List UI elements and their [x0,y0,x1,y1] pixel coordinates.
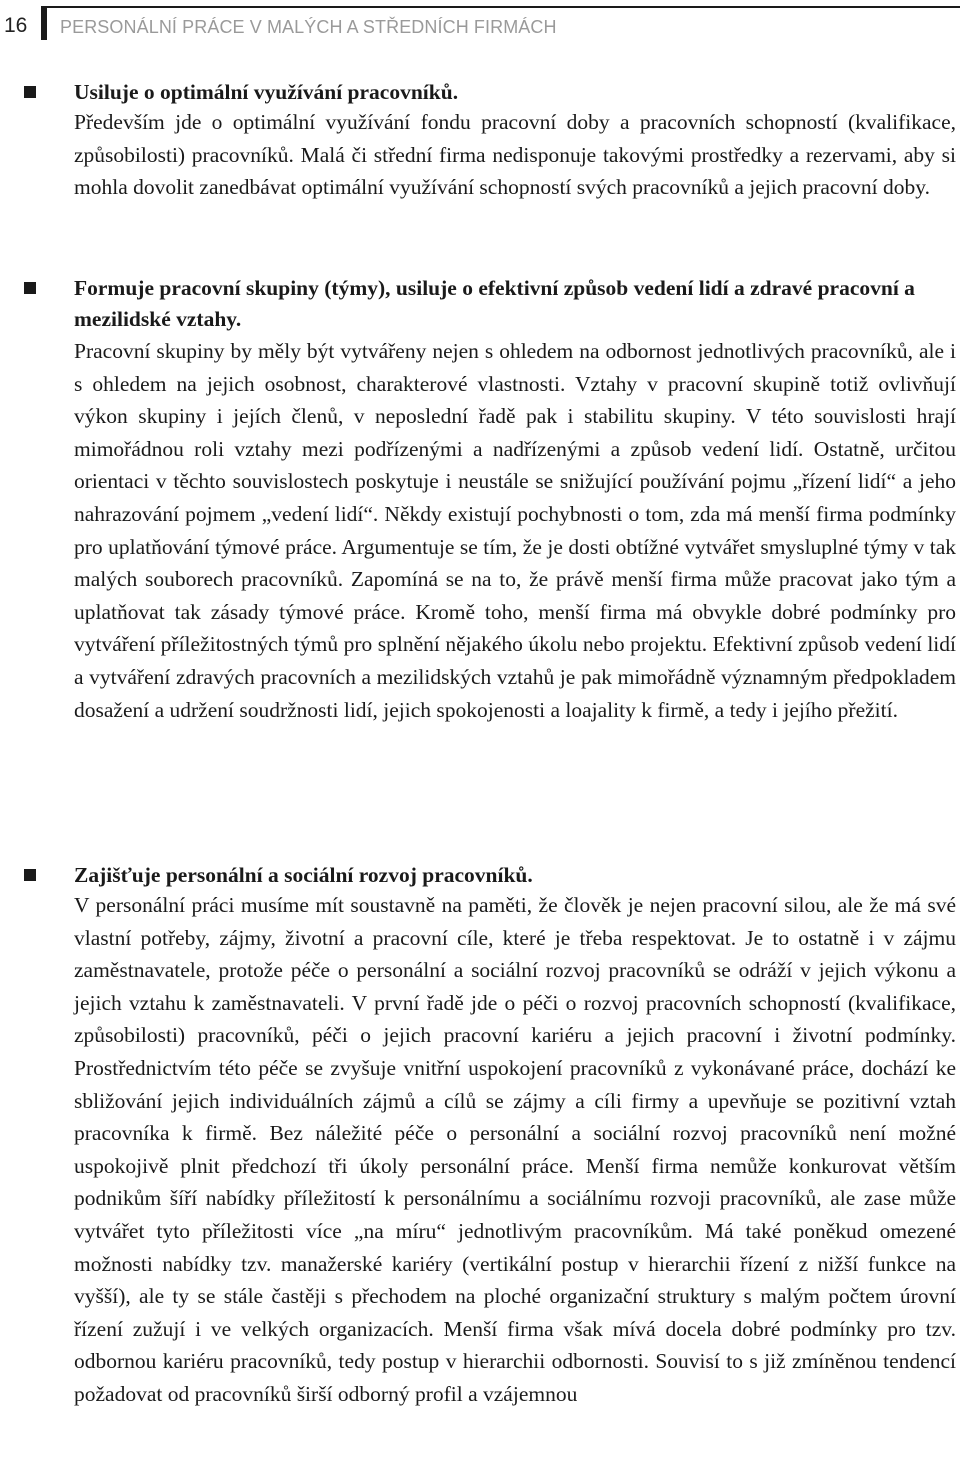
square-bullet-icon [24,869,36,881]
header-rule [47,6,960,8]
section-body: Především jde o optimální využívání fondu pracovní doby a pracovních schopností (kvalifikace, způsobilosti) pracovníků. Malá či střední firma nedisponuje takovými prostředky a rezervami, aby si mohla dovolit zanedbávat optimální využívání schopností svých pracovníků a jejich pracovní doby. [74,110,956,200]
header-accent-bar [41,6,47,40]
square-bullet-icon [24,86,36,98]
section-body: Pracovní skupiny by měly být vytvářeny nejen s ohledem na odbornost jednotlivých pracovníků, ale i s ohledem na jejich osobnost, charakterové vlastnosti. Vztahy v pracovní skupině totiž ovlivňují výkon skupiny i jejích členů, v neposlední řadě pak i stabilitu skupiny. V této souvislosti hrají mimořádnou roli vztahy mezi podřízenými a nadřízenými a způsob vedení lidí. Ostatně, určitou orientaci v těchto souvislostech poskytuje i neustále se snižující používání pojmu „řízení lidí“ a jeho nahrazování pojmem „vedení lidí“. Někdy existují pochybnosti o tom, zda má menší firma podmínky pro uplatňování týmové práce. Argumentuje se tím, že je dosti obtížné vytvářet smysluplné týmy v tak malých souborech pracovníků. Zapomíná se na to, že právě menší firma může pracovat jako tým a uplatňovat tak zásady týmové práce. Kromě toho, menší firma má obvykle dobré podmínky pro vytváření příležitostných týmů pro splnění nějakého úkolu nebo projektu. Efektivní způsob vedení lidí a vytváření zdravých pracovních a mezilidských vztahů je pak mimořádně významným předpokladem dosažení a udržení soudržnosti lidí, jejich spokojenosti a loajality k firmě, a tedy i jejího přežití. [74,339,956,722]
page-header [0,0,960,48]
running-title: PERSONÁLNÍ PRÁCE V MALÝCH A STŘEDNÍCH FIRMÁCH [60,17,557,37]
square-bullet-icon [24,282,36,294]
section-heading: Usiluje o optimální využívání pracovníků. [74,80,459,104]
section-body: V personální práci musíme mít soustavně na paměti, že člověk je nejen pracovní silou, ale že má své vlastní potřeby, zájmy, životní a pracovní cíle, které je třeba respektovat. Je to ostatně i v zájmu zaměstnavatele, protože péče o personální a sociální rozvoj pracovníků se odráží v jejich výkonu a jejich vztahu k zaměstnavateli. V první řadě jde o péči o rozvoj pracovních schopností (kvalifikace, způsobilosti) pracovníků, péči o jejich pracovní kariéru a jejich pracovní i životní podmínky. Prostřednictvím této péče se zvyšuje vnitřní uspokojení pracovníků z vykonávané práce, dochází ke sbližování jejich individuálních zájmů a cílů se zájmy a cíli firmy a upevňuje se pozitivní vztah pracovníka k firmě. Bez náležité péče o personální a sociální rozvoj pracovníků není možné uspokojivě plnit předchozí tři úkoly personální práce. Menší firma nemůže konkurovat větším podnikům šíří nabídky příležitostí k personálnímu a sociálnímu rozvoji pracovníků, ale zase může vytvářet tyto příležitosti více „na míru“ jednotlivým pracovníkům. Má také poněkud omezené možnosti nabídky tzv. manažerské kariéry (vertikální postup v hierarchii řízení z nižší funkce na vyšší), ale ty se stále častěji s přechodem na ploché organizační struktury s malým počtem úrovní řízení zužují i ve velkých organizacích. Menší firma však mívá docela dobré podmínky pro tzv. odbornou kariéru pracovníků, tedy postup v hierarchii odbornosti. Souvisí to s již zmíněnou tendencí požadovat od pracovníků širší odborný profil a vzájemnou [74,893,956,1406]
page-number: 16 [4,14,28,37]
section-heading: Formuje pracovní skupiny (týmy), usiluje o efektivní způsob vedení lidí a zdravé pracovní a mezilidské vztahy. [74,276,915,331]
section-heading: Zajišťuje personální a sociální rozvoj pracovníků. [74,863,533,887]
